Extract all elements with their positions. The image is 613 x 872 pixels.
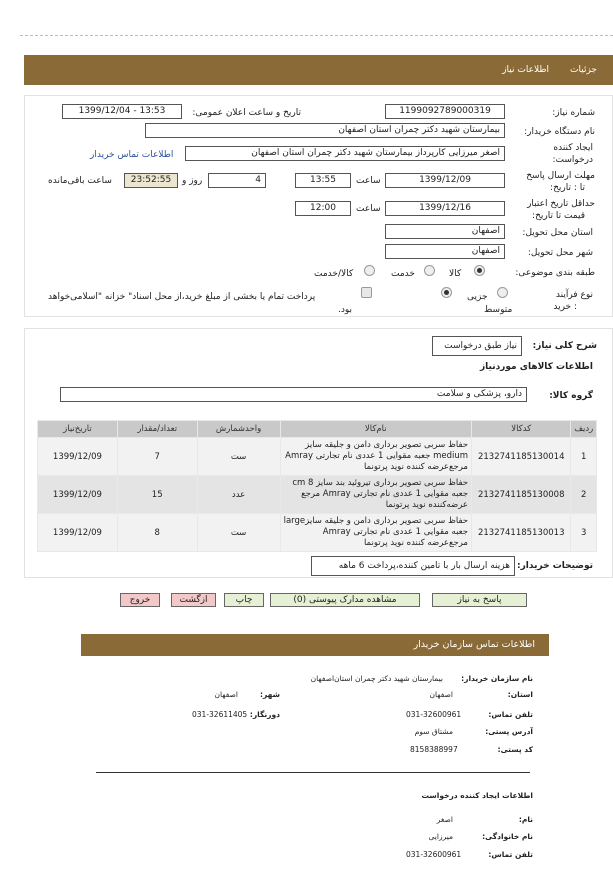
creator-section-title: اطلاعات ایجاد کننده درخواست (421, 791, 533, 800)
header-bar (24, 55, 613, 85)
table-row[interactable] (38, 438, 597, 476)
remaining-time-field: 23:52:55 (124, 173, 178, 188)
cell-qty: 15 (117, 476, 197, 514)
contact-divider (96, 772, 530, 773)
process-partial-radio[interactable] (497, 287, 508, 298)
goods-info-title: اطلاعات کالاهای موردنیاز (479, 362, 593, 372)
remaining-label: ساعت باقی‌مانده (48, 176, 112, 186)
cell-row: 3 (571, 514, 597, 552)
validity-date-field: 1399/12/16 (385, 201, 505, 216)
contact-title: اطلاعات تماس سازمان خریدار (413, 639, 535, 650)
category-service-label: خدمت (391, 269, 415, 279)
reply-button[interactable]: پاسخ به نیاز (432, 593, 527, 607)
org-name-value: بیمارستان شهید دکتر چمران استان‌اصفهان (310, 674, 443, 683)
table-row[interactable] (38, 514, 597, 552)
cell-code: 2132741185130013 (472, 514, 571, 552)
goods-group-field: دارو، پزشکی و سلامت (60, 387, 527, 402)
cell-row: 1 (571, 438, 597, 476)
reply-date-field: 1399/12/09 (385, 173, 505, 188)
col-code: کدکالا (472, 421, 571, 438)
general-desc-label: شرح کلی نیاز: (532, 341, 597, 351)
last-name-value: میرزایی (428, 832, 453, 841)
cell-qty: 8 (117, 514, 197, 552)
cell-unit: ست (197, 514, 280, 552)
cell-unit: ست (197, 438, 280, 476)
cell-name: حفاظ سربی تصویر برداری تیروئید بند سایز cm 8 جعبه مقوایی 1 عددی نام تجارتی Amray مرجع عرضه‌کننده نوید پرتونما (280, 476, 471, 514)
col-date: تاریخ‌نیاز (38, 421, 118, 438)
category-label: طبقه بندی موضوعی: (515, 268, 595, 278)
min-validity-label-2: قیمت تا تاریخ: (532, 211, 585, 221)
buyer-org-field: بیمارستان شهید دکتر چمران استان اصفهان (145, 123, 505, 138)
reply-deadline-label-1: مهلت ارسال پاسخ (526, 171, 595, 181)
tab-details[interactable]: جزئیات (570, 65, 597, 75)
buyer-org-label: نام دستگاه خریدار: (524, 127, 595, 137)
tab-need-info[interactable]: اطلاعات نیاز (502, 65, 549, 75)
buyer-notes-label: توضیحات خریدار: (517, 561, 593, 571)
col-row: ردیف (571, 421, 597, 438)
category-service-radio[interactable] (424, 265, 435, 276)
top-divider (20, 35, 613, 36)
validity-time-field: 12:00 (295, 201, 351, 216)
validity-time-label: ساعت (356, 204, 381, 214)
phone-label: تلفن تماس: (488, 710, 533, 719)
reply-time-label: ساعت (356, 176, 381, 186)
days-field: 4 (208, 173, 266, 188)
org-name-label: نام سازمان خریدار: (461, 674, 533, 683)
contact-province-value: اصفهان (429, 690, 453, 699)
need-number-label: شماره نیاز: (552, 108, 595, 118)
creator-phone-label: تلفن تماس: (488, 850, 533, 859)
province-field: اصفهان (385, 224, 505, 239)
back-button[interactable]: ازگشت (171, 593, 216, 607)
phone-value: 031-32600961 (406, 710, 462, 719)
cell-unit: عدد (197, 476, 280, 514)
process-medium-label: متوسط (484, 305, 513, 315)
need-number-field: 1199092789000319 (385, 104, 505, 119)
cell-date: 1399/12/09 (38, 476, 118, 514)
creator-label-2: درخواست: (552, 155, 593, 165)
address-value: مشتاق سوم (414, 727, 453, 736)
process-label-1: نوع فرآیند (555, 290, 593, 300)
goods-table (37, 420, 597, 552)
print-button[interactable]: چاپ (224, 593, 264, 607)
category-goods-service-radio[interactable] (364, 265, 375, 276)
process-partial-label: جزیی (467, 292, 488, 302)
announce-field: 1399/12/04 - 13:53 (62, 104, 182, 119)
col-name: نام‌کالا (280, 421, 471, 438)
cell-code: 2132741185130014 (472, 438, 571, 476)
col-qty: تعداد/مقدار (117, 421, 197, 438)
cell-qty: 7 (117, 438, 197, 476)
category-goods-label: کالا (449, 269, 462, 279)
general-desc-field: نیاز طبق درخواست (432, 336, 522, 356)
process-label-2: : خرید (553, 302, 577, 312)
fax-label: دورنگار: (249, 710, 280, 719)
first-name-label: نام: (518, 815, 533, 824)
announce-label: تاریخ و ساعت اعلان عمومی: (192, 108, 301, 118)
buyer-contact-link[interactable]: اطلاعات تماس خریدار (90, 150, 174, 160)
contact-city-label: شهر: (260, 690, 280, 699)
fax-value: 031-32611405 (192, 710, 248, 719)
city-field: اصفهان (385, 244, 505, 259)
contact-header (81, 634, 549, 656)
payment-note-1: پرداخت تمام یا بخشی از مبلغ خرید،از محل اسناد" خزانه "اسلامی‌خواهد (48, 292, 316, 302)
buyer-notes-field: هزینه ارسال بار با تامین کننده،پرداخت 6 ماهه (311, 556, 515, 576)
reply-time-field: 13:55 (295, 173, 351, 188)
view-docs-button[interactable]: مشاهده مدارک پیوستی (0) (270, 593, 420, 607)
cell-date: 1399/12/09 (38, 514, 118, 552)
table-row[interactable] (38, 476, 597, 514)
contact-city-value: اصفهان (214, 690, 238, 699)
min-validity-label-1: حداقل تاریخ اعتبار (527, 199, 595, 209)
category-goods-service-label: کالا/خدمت (314, 269, 354, 279)
reply-deadline-label-2: تا : تاریخ: (550, 183, 585, 193)
creator-phone-value: 031-32600961 (406, 850, 462, 859)
cell-name: حفاظ سربی تصویر برداری دامن و جلیقه سایزlarge جعبه مقوایی 1 عددی نام تجارتی Amray مرجع‌عرضه کننده نوید پرتونما (280, 514, 471, 552)
contact-province-label: استان: (507, 690, 533, 699)
col-unit: واحدشمارش (197, 421, 280, 438)
postal-value: 8158388997 (410, 745, 458, 754)
city-label: شهر محل تحویل: (527, 248, 593, 258)
exit-button[interactable]: خروج (120, 593, 160, 607)
cell-name: حفاظ سربی تصویر برداری دامن و جلیقه سایز medium جعبه مقوایی 1 عددی نام تجارتی Amray مرجع‌عرضه کننده نوید پرتونما (280, 438, 471, 476)
payment-note-2: بود. (338, 305, 353, 315)
cell-date: 1399/12/09 (38, 438, 118, 476)
address-label: آدرس پستی: (485, 727, 533, 736)
cell-row: 2 (571, 476, 597, 514)
process-medium-radio[interactable] (441, 287, 452, 298)
postal-label: کد پستی: (497, 745, 533, 754)
days-label: روز و (182, 176, 203, 186)
category-goods-radio[interactable] (474, 265, 485, 276)
creator-field: اصغر میرزایی کارپرداز بیمارستان شهید دکتر چمران استان اصفهان (185, 146, 505, 161)
treasury-checkbox[interactable] (361, 287, 372, 298)
goods-group-label: گروه کالا: (549, 391, 593, 401)
province-label: استان محل تحویل: (522, 228, 593, 238)
last-name-label: نام خانوادگی: (482, 832, 533, 841)
first-name-value: اصغر (436, 815, 453, 824)
cell-code: 2132741185130008 (472, 476, 571, 514)
creator-label-1: ایجاد کننده (553, 143, 593, 153)
